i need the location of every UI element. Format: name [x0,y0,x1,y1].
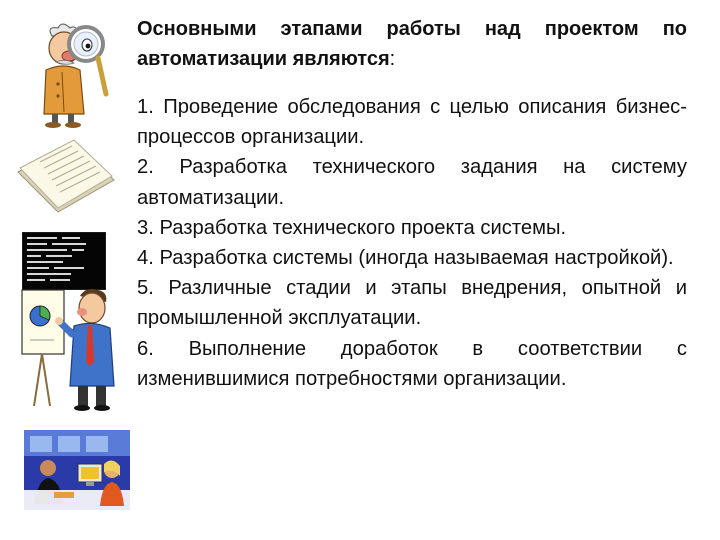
step-item: 2. Разработка технического задания на систему автоматизации. [137,156,687,209]
office-workers-icon [24,430,130,510]
open-document-icon [14,138,118,216]
step-item: 5. Различные стадии и этапы внедрения, опытной и промышленной эксплуатации. [137,277,687,330]
detective-magnifier-icon [36,22,116,130]
presenter-chart-icon [20,282,124,414]
heading-bold-text: Основными этапами работы над проектом по автоматизации являются [137,18,687,70]
text-content [137,14,687,394]
steps-list [137,92,687,394]
step-item: 1. Проведение обследования с целью описания бизнес-процессов организации. [137,96,687,149]
heading [137,14,687,74]
step-item: 4. Разработка системы (иногда называемая настройкой). [137,247,674,270]
step-item: 6. Выполнение доработок в соответствии с изменившимися потребностями организации. [137,337,687,390]
heading-colon: : [389,48,396,70]
step-item: 3. Разработка технического проекта системы. [137,216,567,239]
